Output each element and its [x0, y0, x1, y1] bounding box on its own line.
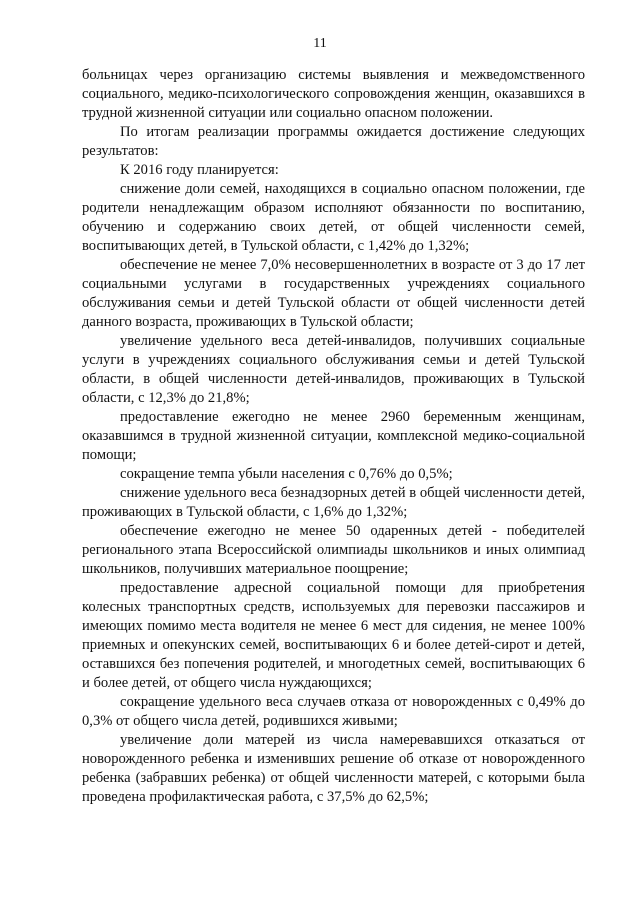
paragraph-neglected-children: снижение удельного веса безнадзорных детей в общей численности детей, проживающих в Тульской области, с 1,6% до 1,32%;	[82, 485, 585, 520]
paragraph-disabled-children: увеличение удельного веса детей-инвалидов, получивших социальные услуги в учреждениях социального обслуживания семьи и детей Тульской области, в общей численности детей-инвалидов, проживающих в Тульской области, с 12,3% до 21,8%;	[82, 333, 585, 406]
paragraph-newborn-refusal: сокращение удельного веса случаев отказа от новорожденных с 0,49% до 0,3% от общего числа детей, родившихся живыми;	[82, 694, 585, 729]
paragraph-minors-services: обеспечение не менее 7,0% несовершеннолетних в возрасте от 3 до 17 лет социальными услугами в государственных учреждениях социального обслуживания семьи и детей Тульской области от общей численности детей данного возраста, проживающих в Тульской области;	[82, 257, 585, 330]
page-number: 11	[313, 36, 327, 51]
paragraph-transport-aid: предоставление адресной социальной помощи для приобретения колесных транспортных средств, используемых для перевозки пассажиров и имеющих помимо места водителя не менее 6 мест для сидения, не менее 100% приемных и опекунских семей, воспитывающих 6 и более детей-сирот и детей, оставшихся без попечения родителей, и многодетных семей, воспитывающих 6 и более детей, от общего числа нуждающихся;	[82, 580, 585, 691]
paragraph-families-risk: снижение доли семей, находящихся в социально опасном положении, где родители ненадлежащим образом исполняют обязанности по воспитанию, обучению и содержанию своих детей, от общей численности семей, воспитывающих детей, в Тульской области, с 1,42% до 1,32%;	[82, 181, 585, 254]
paragraph-pregnant-women: предоставление ежегодно не менее 2960 беременным женщинам, оказавшимся в трудной жизненной ситуации, комплексной медико-социальной помощи;	[82, 409, 585, 463]
document-body	[82, 66, 585, 807]
paragraph-population-decline: сокращение темпа убыли населения с 0,76% до 0,5%;	[120, 466, 453, 482]
paragraph-continuation: больницах через организацию системы выявления и межведомственного социального, медико-психологического сопровождения женщин, оказавшихся в трудной жизненной ситуации или социально опасном положении.	[82, 67, 585, 121]
paragraph-gifted-children: обеспечение ежегодно не менее 50 одаренных детей - победителей регионального этапа Всероссийской олимпиады школьников и иных олимпиад школьников, получивших материальное поощрение;	[82, 523, 585, 577]
paragraph-plan-2016: К 2016 году планируется:	[120, 162, 279, 178]
paragraph-results-intro: По итогам реализации программы ожидается достижение следующих результатов:	[82, 124, 585, 159]
paragraph-mothers-decision: увеличение доли матерей из числа намеревавшихся отказаться от новорожденного ребенка и изменивших решение об отказе от новорожденного ребенка (забравших ребенка) от общей численности матерей, с которыми была проведена профилактическая работа, с 37,5% до 62,5%;	[82, 732, 585, 805]
